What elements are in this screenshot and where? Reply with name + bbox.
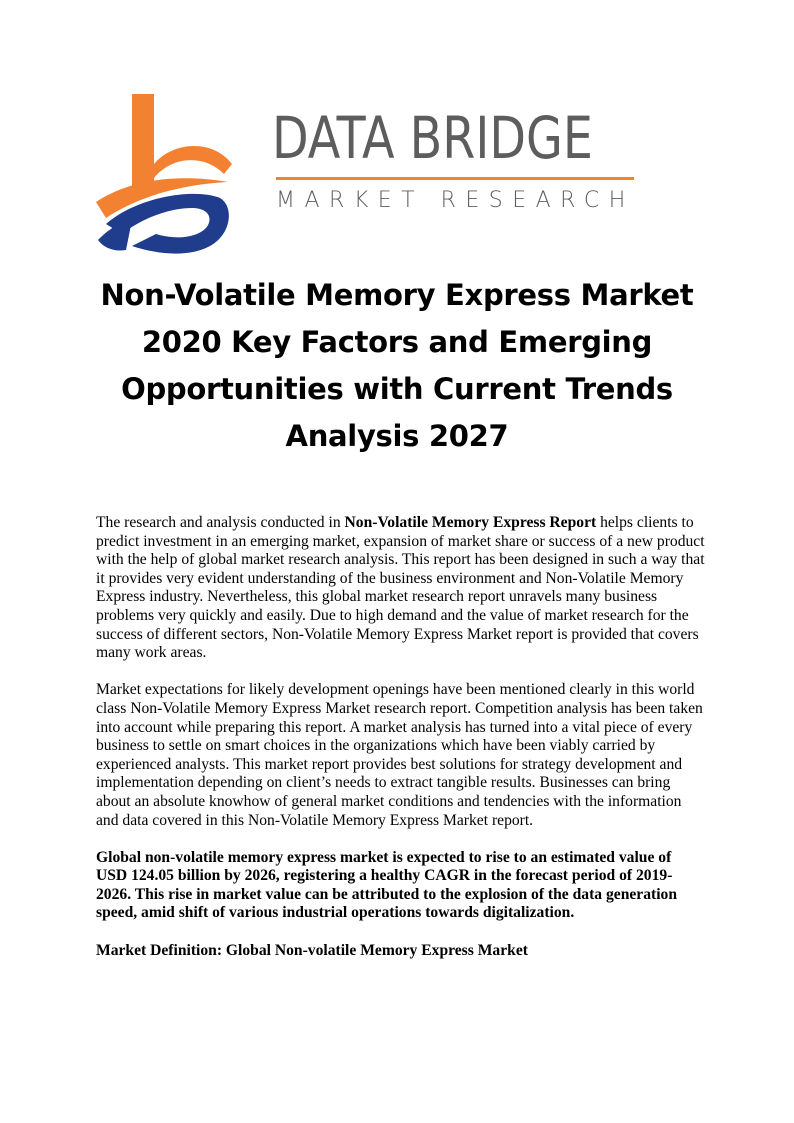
logo-wordmark: DATA BRIDGE (272, 104, 593, 172)
report-name: Non-Volatile Memory Express Report (344, 514, 597, 531)
market-value-paragraph: Global non-volatile memory express market is expected to rise to an estimated value of USD 124.05 billion by 2026, registering a healthy CAGR in the forecast period of 2019-2026. This rise in market value can be attributed to the explosion of the data generation speed, amid shift of various industrial operations towards digitalization. (96, 848, 677, 922)
logo-mark-icon (92, 94, 242, 254)
document-body (96, 514, 706, 979)
logo-tagline: MARKET RESEARCH (276, 188, 635, 213)
intro-rest: helps clients to predict investment in an emerging market, expansion of market share or success of a new product with the help of global market research analysis. This report has been designed in such a way that it provides very evident understanding of the business environment and Non-Volatile Memory Express industry. Nevertheless, this global market research report unravels many business problems very quickly and easily. Due to high demand and the value of market research for the success of different sectors, Non-Volatile Memory Express Market report is provided that covers many work areas. (96, 514, 705, 662)
company-logo (92, 94, 652, 254)
market-definition-heading: Market Definition: Global Non-volatile Memory Express Market (96, 941, 528, 959)
logo-divider (276, 177, 634, 180)
document-title: Non-Volatile Memory Express Market 2020 Key Factors and Emerging Opportunities with Current Trends Analysis 2027 (100, 278, 694, 453)
intro-lead: The research and analysis conducted in (96, 514, 345, 531)
intro-paragraph (96, 514, 706, 663)
expectations-paragraph: Market expectations for likely development openings have been mentioned clearly in this world class Non-Volatile Memory Express Market research report. Competition analysis has been taken into account while preparing this report. A market analysis has turned into a vital piece of every business to settle on smart choices in the organizations which have been viably carried by experienced analysts. This market report provides best solutions for strategy development and implementation depending on client’s needs to extract tangible results. Businesses can bring about an absolute knowhow of general market conditions and tendencies with the information and data covered in this Non-Volatile Memory Express Market report. (96, 681, 703, 829)
